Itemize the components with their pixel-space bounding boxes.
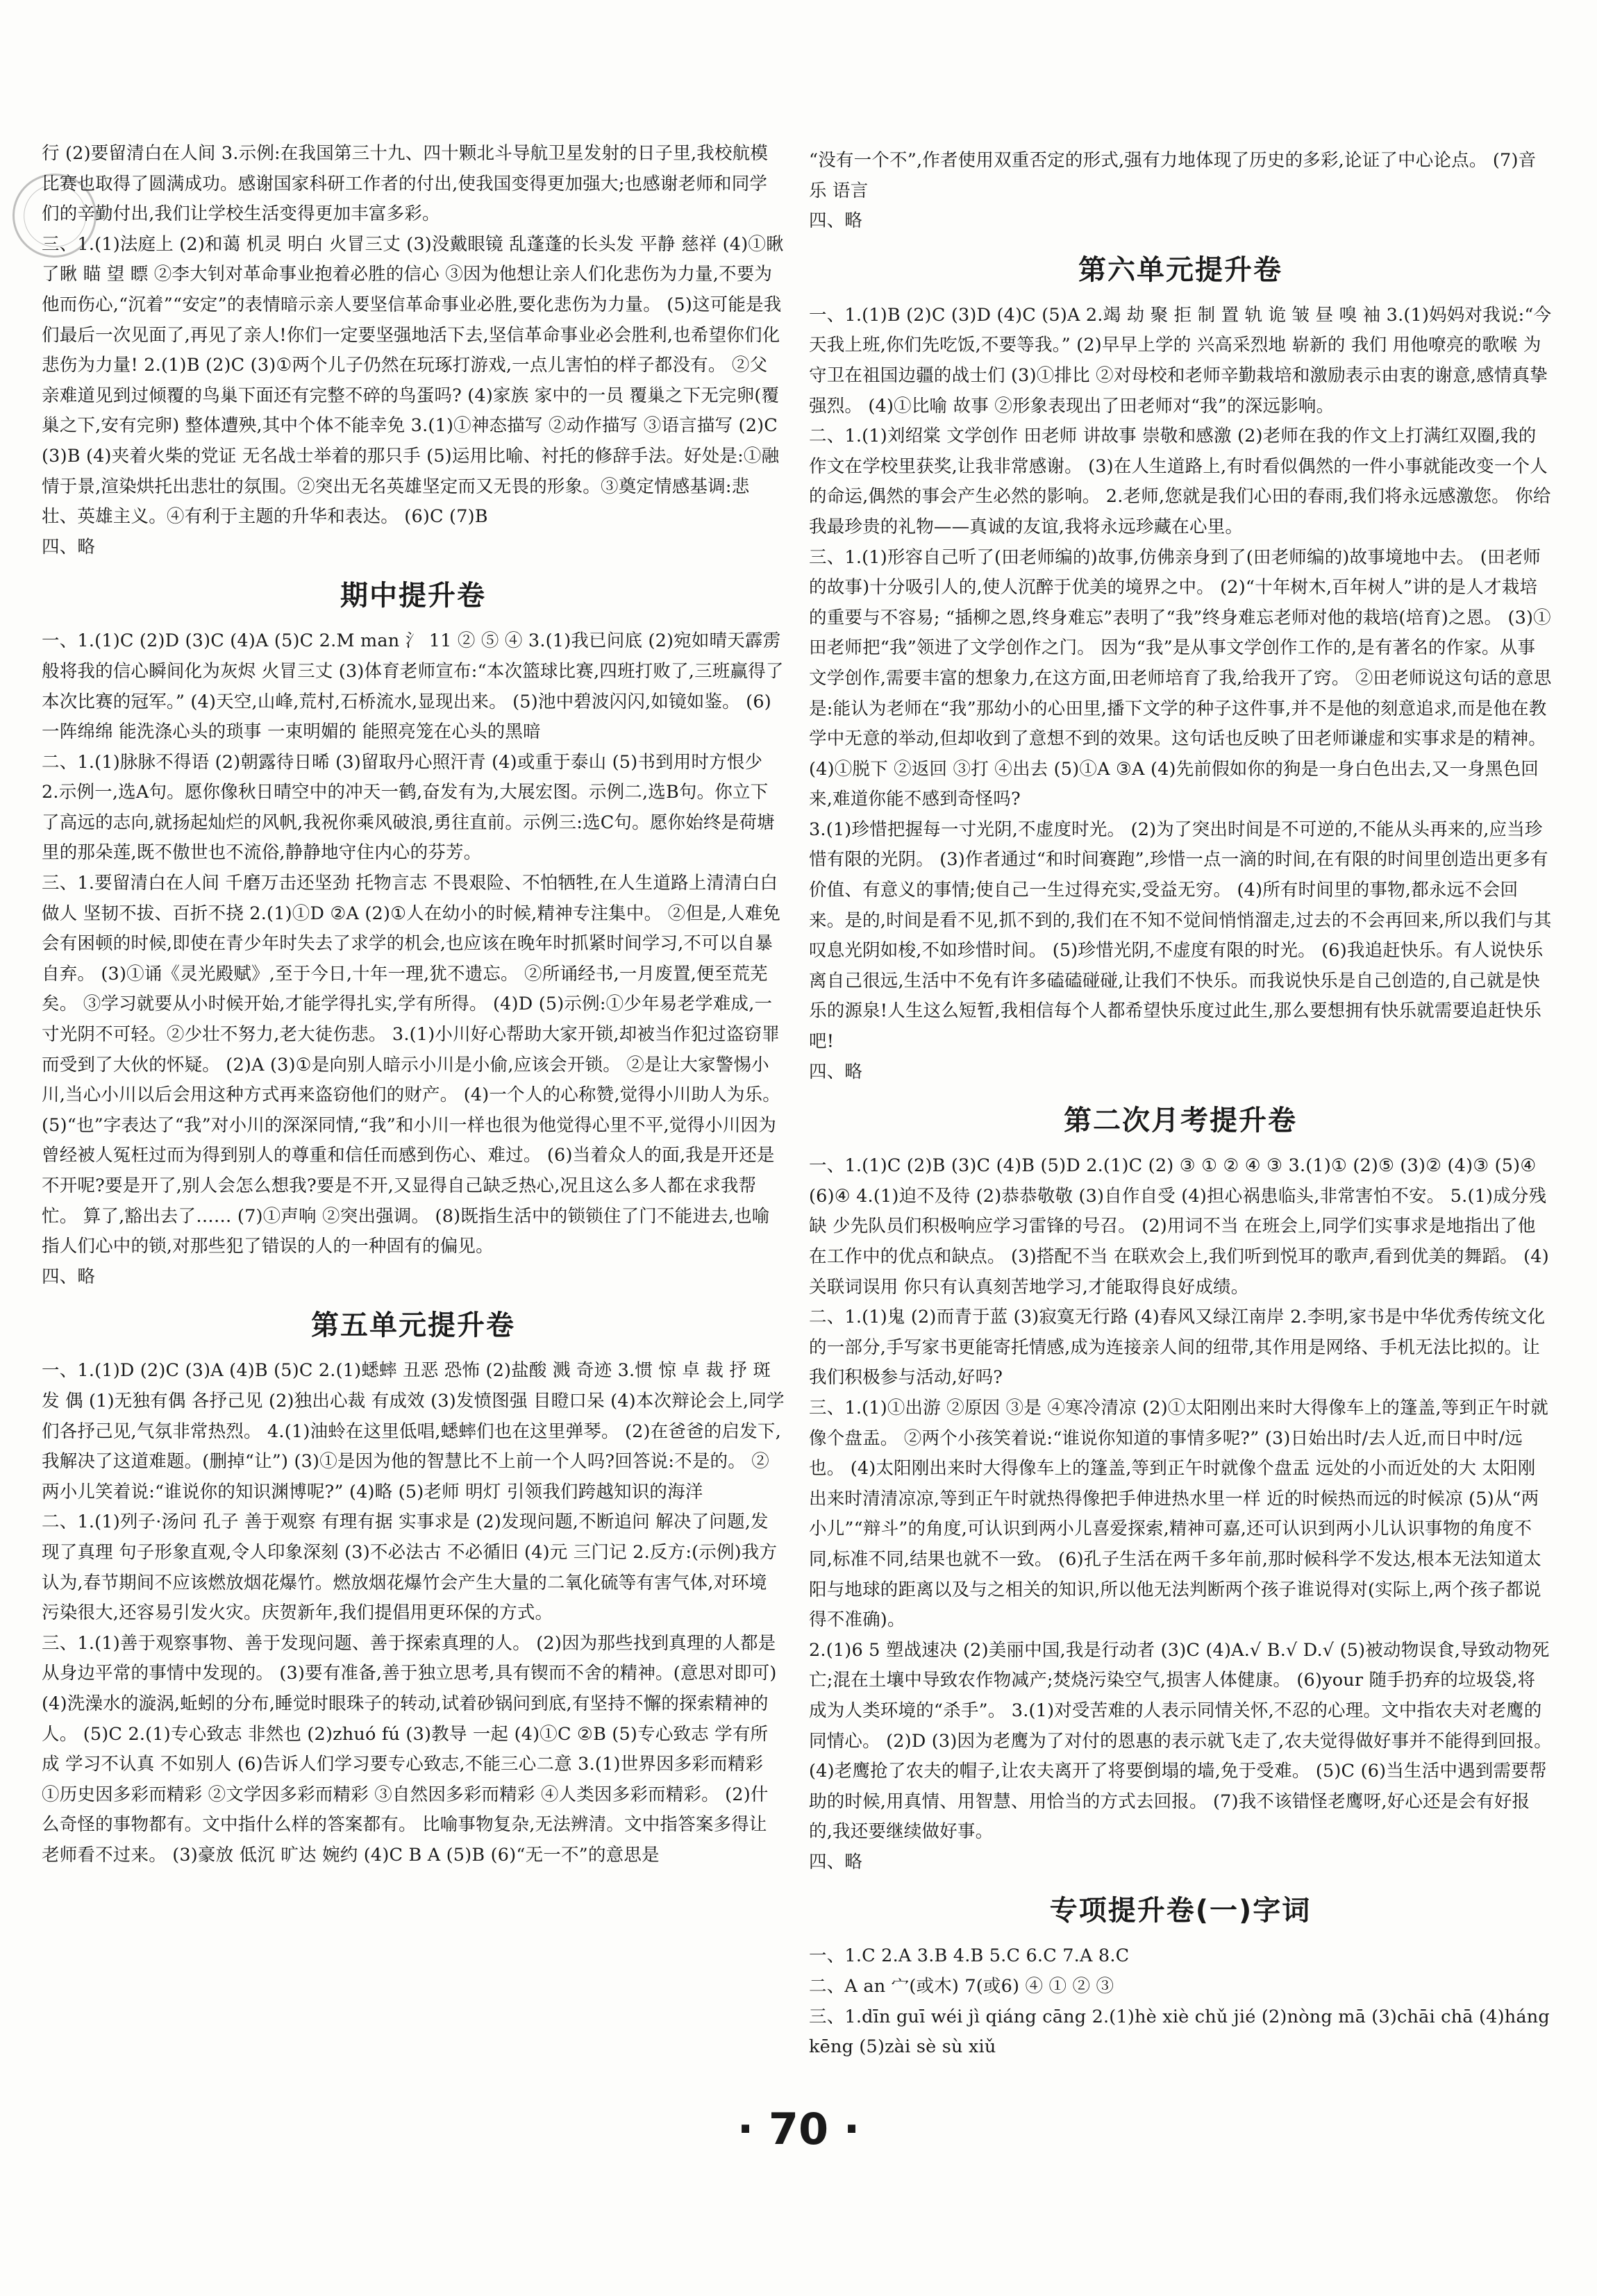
answer-paragraph: 一、1.(1)C (2)D (3)C (4)A (5)C 2.M man 氵 11 ② ⑤ ④ 3.(1)我已问底 (2)宛如晴天霹雳般将我的信心瞬间化为灰烬 火冒三丈 (3)体育老师宣布:“本次篮球比赛,四班打败了,三班赢得了本次比赛的冠军。” (4)天空,山峰,荒村,石桥流水,显现出来。 (5)池中碧波闪闪,如镜如鉴。 (6)一阵绵绵 能洗涤心头的琐事 一束明媚的 能照亮笼在心头的黑暗 [42,630,784,743]
answer-paragraph: 四、略 [809,1851,863,1872]
answer-paragraph: 四、略 [809,1061,863,1082]
answer-paragraph: 三、1.要留清白在人间 千磨万击还坚劲 托物言志 不畏艰险、不怕牺牲,在人生道路上清清白白做人 坚韧不拔、百折不挠 2.(1)①D ②A (2)①人在幼小的时候,精神专注集中。 ②但是,人难免会有困顿的时候,即使在青少年时失去了求学的机会,也应该在晚年时抓紧时间学习,不可以自暴自弃。 (3)①诵《灵光殿赋》,至于今日,十年一理,犹不遗忘。 ②所诵经书,一月废置,便至荒芜矣。 ③学习就要从小时候开始,才能学得扎实,学有所得。 (4)D (5)示例:①少年易老学难成,一寸光阴不可轻。②少壮不努力,老大徒伤悲。 3.(1)小川好心帮助大家开锁,却被当作犯过盗窃罪而受到了大伙的怀疑。 (2)A (3)①是向别人暗示小川是小偷,应该会开锁。 ②是让大家警惕小川,当心小川以后会用这种方式再来盗窃他们的财产。 (4)一个人的心称赞,觉得小川助人为乐。 (5)“也”字表达了“我”对小川的深深同情,“我”和小川一样也很为他觉得心里不平,觉得小川因为曾经被人冤枉过而为得到别人的尊重和信任而感到伤心、难过。 (6)当着众人的面,我是开还是不开呢?要是开了,别人会怎么想我?要是不开,又显得自己缺乏热心,况且这么多人都在求我帮忙。 算了,豁出去了…… (7)①声响 ②突出强调。 (8)既指生活中的锁锁住了门不能进去,也喻指人们心中的锁,对那些犯了错误的人的一种固有的偏见。 [42,873,787,1257]
answer-paragraph: “没有一个不”,作者使用双重否定的形式,强有力地体现了历史的多彩,论证了中心论点。 (7)音乐 语言 [809,150,1537,201]
answer-paragraph: 行 (2)要留清白在人间 3.示例:在我国第三十九、四十颗北斗导航卫星发射的日子里,我校航模比赛也取得了圆满成功。感谢国家科研工作者的付出,使我国变得更加强大;也感谢老师和同学们的辛勤付出,我们让学校生活变得更加丰富多彩。 [42,143,769,225]
section-title: 期中提升卷 [340,580,486,612]
section-title: 专项提升卷(一)字词 [1049,1895,1312,1927]
answer-paragraph: 三、1.dīn guī wéi jì qiáng cāng 2.(1)hè xiè chǔ jié (2)nòng mā (3)chāi chā (4)háng kēng (5)zài sè sù xiǔ [809,2006,1556,2058]
answer-paragraph: 二、1.(1)脉脉不得语 (2)朝露待日晞 (3)留取丹心照汗青 (4)或重于泰山 (5)书到用时方恨少 2.示例一,选A句。愿你像秋日晴空中的冲天一鹤,奋发有为,大展宏图。示例二,选B句。你立下了高远的志向,就扬起灿烂的风帆,我祝你乘风破浪,勇往直前。示例三:选C句。愿你始终是荷塘里的那朵莲,既不傲世也不流俗,静静地守住内心的芬芳。 [42,751,775,864]
page-number: · 70 · [737,2104,860,2154]
answer-paragraph: 一、1.C 2.A 3.B 4.B 5.C 6.C 7.A 8.C [809,1945,1130,1967]
section-title: 第二次月考提升卷 [1064,1105,1297,1137]
answer-paragraph: 三、1.(1)善于观察事物、善于发现问题、善于探索真理的人。 (2)因为那些找到真理的人都是从身边平常的事情中发现的。 (3)要有准备,善于独立思考,具有锲而不舍的精神。(意思对即可) (4)洗澡水的漩涡,蚯蚓的分布,睡觉时眼珠子的转动,试着砂锅问到底,有坚持不懈的探索精神的人。 (5)C 2.(1)专心致志 非然也 (2)zhuó fú (3)教导 一起 (4)①C ②B (5)专心致志 学有所成 学习不认真 不如别人 (6)告诉人们学习要专心致志,不能三心二意 3.(1)世界因多彩而精彩 ①历史因多彩而精彩 ②文学因多彩而精彩 ③自然因多彩而精彩 ④人类因多彩而精彩。 (2)什么奇怪的事物都有。文中指什么样的答案都有。 比喻事物复杂,无法辨清。文中指答案多得让老师看不过来。 (3)豪放 低沉 旷达 婉约 (4)C B A (5)B (6)“无一不”的意思是 [42,1632,783,1866]
left-column [42,139,785,1870]
section-title: 第六单元提升卷 [1078,253,1282,286]
answer-paragraph: 二、1.(1)列子·汤问 孔子 善于观察 有理有据 实事求是 (2)发现问题,不断追问 解决了问题,发现了真理 句子形象直观,令人印象深刻 (3)不必法古 不必循旧 (4)元 三门记 2.反方:(示例)我方认为,春节期间不应该燃放烟花爆竹。燃放烟花爆竹会产生大量的二氧化硫等有害气体,对环境污染很大,还容易引发火灾。庆贺新年,我们提倡用更环保的方式。 [42,1511,778,1624]
answer-paragraph: 三、1.(1)形容自己听了(田老师编的)故事,仿佛亲身到了(田老师编的)故事境地中去。 (田老师的故事)十分吸引人的,使人沉醉于优美的境界之中。 (2)“十年树木,百年树人”讲的是人才栽培的重要与不容易; “插柳之恩,终身难忘”表明了“我”终身难忘老师对他的栽培(培育)之恩。 (3)①田老师把“我”领进了文学创作之门。 因为“我”是从事文学创作工作的,是有著名的作家。从事文学创作,需要丰富的想象力,在这方面,田老师培育了我,给我开了窍。 ②田老师说这句话的意思是:能认为老师在“我”那幼小的心田里,播下文学的种子这件事,并不是他的刻意追求,而是他在教学中无意的举动,但却收到了意想不到的效果。这句话也反映了田老师谦虚和实事求是的精神。 (4)①脱下 ②返回 ③打 ④出去 (5)①A ③A (4)先前假如你的狗是一身白色出去,又一身黑色回来,难道你能不感到奇怪吗? [809,546,1553,810]
answer-paragraph: 二、A an 宀(或木) 7(或6) ④ ① ② ③ [809,1976,1114,1997]
answer-paragraph: 二、1.(1)刘绍棠 文学创作 田老师 讲故事 崇敬和感激 (2)老师在我的作文上打满红双圈,我的作文在学校里获奖,让我非常感谢。 (3)在人生道路上,有时看似偶然的一件小事就能改变一个人的命运,偶然的事会产生必然的影响。 2.老师,您就是我们心田的春雨,我们将永远感激您。 你给我最珍贵的礼物——真诚的友谊,我将永远珍藏在心里。 [809,426,1551,537]
answer-paragraph: 四、略 [42,1266,96,1287]
answer-paragraph: 二、1.(1)鬼 (2)而青于蓝 (3)寂寞无行路 (4)春风又绿江南岸 2.李明,家书是中华优秀传统文化的一部分,手写家书更能寄托情感,成为连接亲人间的纽带,其作用是网络、手机无法比拟的。让我们积极参与活动,好吗? [809,1307,1546,1389]
answer-paragraph: 三、1.(1)法庭上 (2)和蔼 机灵 明白 火冒三丈 (3)没戴眼镜 乱蓬蓬的长头发 平静 慈祥 (4)①瞅了瞅 瞄 望 瞟 ②李大钊对革命事业抱着必胜的信心 ③因为他想让亲人们化悲伤为力量,不要为他而伤心,“沉着”“安定”的表情暗示亲人要坚信革命事业必胜,要化悲伤为力量。 (5)这可能是我们最后一次见面了,再见了亲人!你们一定要坚强地活下去,坚信革命事业必会胜利,也希望你们化悲伤为力量! 2.(1)B (2)C (3)①两个儿子仍然在玩琢打游戏,一点儿害怕的样子都没有。 ②父亲难道见到过倾覆的鸟巢下面还有完整不碎的鸟蛋吗? (4)家族 家中的一员 覆巢之下无完卵(覆巢之下,安有完卵) 整体遭殃,其中个体不能幸免 3.(1)①神态描写 ②动作描写 ③语言描写 (2)C (3)B (4)夹着火柴的党证 无名战士举着的那只手 (5)运用比喻、衬托的修辞手法。好处是:①融情于景,渲染烘托出悲壮的氛围。②突出无名英雄坚定而又无畏的形象。③奠定情感基调:悲壮、英雄主义。④有利于主题的升华和表达。 (6)C (7)B [42,233,784,528]
section-title: 第五单元提升卷 [311,1309,515,1342]
answer-paragraph: 四、略 [42,536,96,558]
answer-paragraph: 三、1.(1)①出游 ②原因 ③是 ④寒冷清凉 (2)①太阳刚出来时大得像车上的篷盖,等到正午时就像个盘盂。 ②两个小孩笑着说:“谁说你知道的事情多呢?” (3)日始出时/去人近,而日中时/远也。 (4)太阳刚出来时大得像车上的篷盖,等到正午时就像个盘盂 远处的小而近处的大 太阳刚出来时清清凉凉,等到正午时就热得像把手伸进热水里一样 近的时候热而远的时候凉 (5)从“两小儿”“辩斗”的角度,可认识到两小儿喜爱探索,精神可嘉,还可认识到两小儿认识事物的角度不同,标准不同,结果也就不一致。 (6)孔子生活在两千多年前,那时候科学不发达,根本无法知道太阳与地球的距离以及与之相关的知识,所以他无法判断两个孩子谁说得对(实际上,两个孩子都说得不准确)。 [809,1397,1548,1631]
answer-paragraph: 四、略 [809,210,863,232]
answer-paragraph: 一、1.(1)B (2)C (3)D (4)C (5)A 2.竭 劫 聚 拒 制 置 轨 诡 皱 昼 嗅 袖 3.(1)妈妈对我说:“今天我上班,你们先吃饭,不要等我。” (2)早早上学的 兴高采烈地 崭新的 我们 用他嘹亮的歌喉 为守卫在祖国边疆的战士们 (3)①排比 ②对母校和老师辛勤栽培和激励表示由衷的谢意,感情真挚强烈。 (4)①比喻 故事 ②形象表现出了田老师对“我”的深远影响。 [809,304,1552,417]
answer-paragraph: 一、1.(1)C (2)B (3)C (4)B (5)D 2.(1)C (2) ③ ① ② ④ ③ 3.(1)① (2)⑤ (3)② (4)③ (5)④ (6)④ 4.(1)迫不及待 (2)恭恭敬敬 (3)自作自受 (4)担心祸患临头,非常害怕不安。 5.(1)成分残缺 少先队员们积极响应学习雷锋的号召。 (2)用词不当 在班会上,同学们实事求是地指出了他在工作中的优点和缺点。 (3)搭配不当 在联欢会上,我们听到悦耳的歌声,看到优美的舞蹈。 (4)关联词误用 你只有认真刻苦地学习,才能取得良好成绩。 [809,1155,1549,1298]
answer-paragraph: 一、1.(1)D (2)C (3)A (4)B (5)C 2.(1)蟋蟀 丑恶 恐怖 (2)盐酸 溅 奇迹 3.惯 惊 卓 裁 抒 斑 发 偶 (1)无独有偶 各抒己见 (2)独出心裁 有成效 (3)发愤图强 目瞪口呆 (4)本次辩论会上,同学们各抒己见,气氛非常热烈。 4.(1)油蛉在这里低唱,蟋蟀们也在这里弹琴。 (2)在爸爸的启发下,我解决了这道难题。(删掉“让”) (3)①是因为他的智慧比不上前一个人吗?回答说:不是的。 ②两小儿笑着说:“谁说你的知识渊博呢?” (4)略 (5)老师 明灯 引领我们跨越知识的海洋 [42,1360,785,1502]
answer-paragraph: 3.(1)珍惜把握每一寸光阴,不虚度时光。 (2)为了突出时间是不可逆的,不能从头再来的,应当珍惜有限的光阴。 (3)作者通过“和时间赛跑”,珍惜一点一滴的时间,在有限的时间里创造出更多有价值、有意义的事情;使自己一生过得充实,受益无穷。 (4)所有时间里的事物,都永远不会回来。是的,时间是看不见,抓不到的,我们在不知不觉间悄悄溜走,过去的不会再回来,所以我们与其叹息光阴如梭,不如珍惜时间。 (5)珍惜光阴,不虚度有限的时光。 (6)我追赶快乐。有人说快乐离自己很远,生活中不免有许多磕磕碰碰,让我们不快乐。而我说快乐是自己创造的,自己就是快乐的源泉!人生这么短暂,我相信每个人都希望快乐度过此生,那么要想拥有快乐就需要追赶快乐吧! [809,819,1552,1053]
right-column [809,146,1558,2063]
answer-paragraph: 2.(1)6 5 塑战速决 (2)美丽中国,我是行动者 (3)C (4)A.√ B.√ D.√ (5)被动物误食,导致动物死亡;混在土壤中导致农作物减产;焚烧污染空气,损害人体健康。 (6)your 随手扔弃的垃圾袋,将成为人类环境的“杀手”。 3.(1)对受苦难的人表示同情关怀,不忍的心理。文中指农夫对老鹰的同情心。 (2)D (3)因为老鹰为了对付的恩惠的表示就飞走了,农夫觉得做好事并不能得到回报。 (4)老鹰抢了农夫的帽子,让农夫离开了将要倒塌的墙,免于受难。 (5)C (6)当生活中遇到需要帮助的时候,用真情、用智慧、用恰当的方式去回报。 (7)我不该错怪老鹰呀,好心还是会有好报的,我还要继续做好事。 [809,1639,1558,1843]
